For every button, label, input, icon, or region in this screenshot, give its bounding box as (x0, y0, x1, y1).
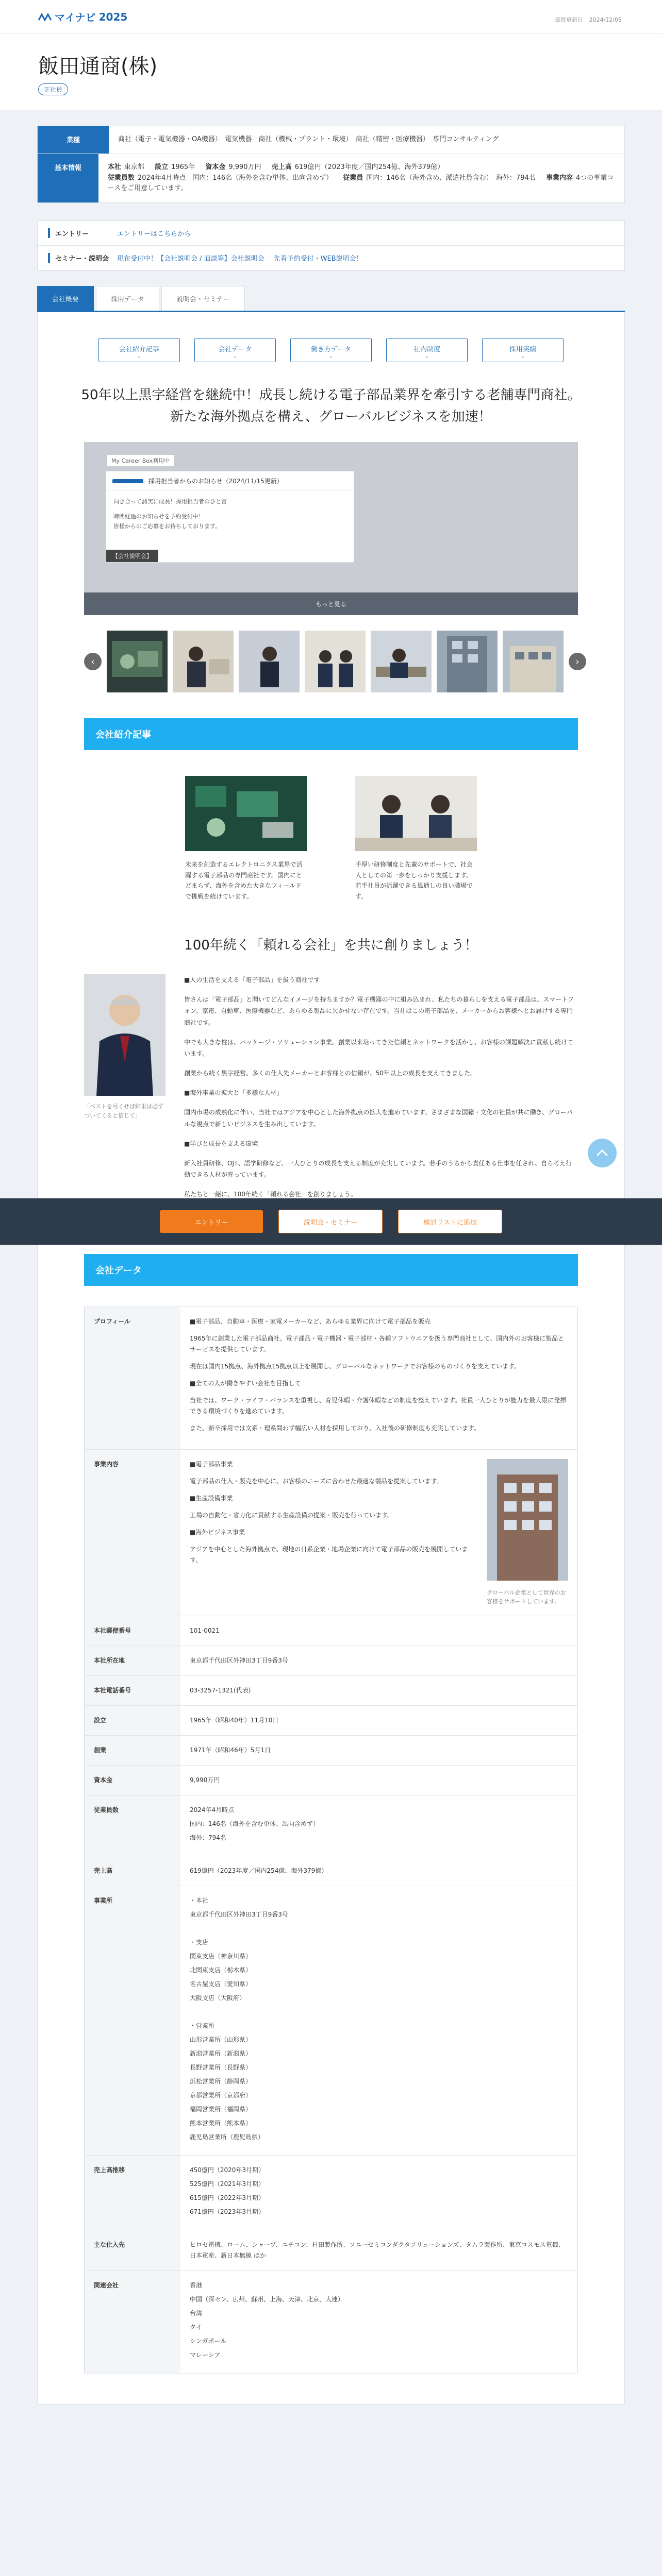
office-line: 東京都千代田区外神田3丁目9番3号 (190, 1910, 288, 1918)
chevron-down-icon: ⌄ (137, 354, 141, 360)
article-image-pcb (185, 776, 307, 851)
last-updated (551, 15, 622, 24)
thumb-photo-7[interactable] (503, 631, 564, 692)
group-line: シンガポール (190, 2337, 227, 2345)
section-title-company-data: 会社データ (84, 1254, 578, 1286)
carousel-prev-icon[interactable]: ‹ (84, 653, 102, 670)
company-data-table (84, 1307, 578, 2374)
trend-line: 525億円（2021年3月期） (190, 2180, 265, 2188)
entry-button[interactable]: エントリー (160, 1210, 263, 1233)
tab-seminar[interactable]: 説明会・セミナー (161, 286, 245, 311)
address-key: 本社所在地 (85, 1646, 181, 1675)
table-row (85, 2270, 578, 2373)
table-row (85, 1675, 578, 1705)
section-subnav (38, 338, 624, 362)
entry-box (37, 221, 625, 270)
business-image-col (487, 1459, 568, 1606)
capital-key: 資本金 (85, 1765, 181, 1795)
seminar-label: セミナー・説明会 (48, 253, 117, 263)
table-row (85, 1795, 578, 1856)
postal-value: 101-0021 (180, 1616, 578, 1646)
profile-p4: ■全ての人が働きやすい会社を目指して (190, 1379, 301, 1387)
office-line: 京都営業所（京都府） (190, 2091, 252, 2099)
office-line: 長野営業所（長野県） (190, 2063, 252, 2071)
message-p4: 創業から続く黒字経営。多くの仕入先メーカーとお客様との信頼が、50年以上の成長を支えてきました。 (184, 1070, 477, 1077)
capital-val: 9,990万円 (228, 163, 261, 171)
entry-label: エントリー (48, 228, 117, 238)
employees-line-1: 2024年4月時点 (190, 1806, 235, 1814)
business-text (190, 1459, 475, 1606)
video-card-line-1: 向き合って誠実に成長！採用担当者のひと言 (113, 498, 227, 505)
table-row (85, 2155, 578, 2230)
profile-p2: 1965年に創業した電子部品商社。電子部品・電子機器・電子部材・各種ソフトウエアを扱う専門商社として、国内外のお客様に製品とサービスを提供しています。 (190, 1334, 565, 1353)
thumb-photo-5[interactable] (371, 631, 432, 692)
table-row (85, 1886, 578, 2155)
president-message (84, 974, 578, 1228)
thumb-photo-3[interactable] (239, 631, 300, 692)
video-card-footer: 【会社説明会】 (106, 550, 158, 562)
message-p1: ■人の生活を支える「電子部品」を扱う商社です (184, 976, 320, 984)
biz-p5: ■海外ビジネス事業 (190, 1528, 245, 1536)
group-line: 台湾 (190, 2309, 203, 2317)
office-line: 大阪支店（大阪府） (190, 1994, 246, 2002)
table-row (85, 1765, 578, 1795)
tab-recruit-data[interactable]: 採用データ (96, 286, 159, 311)
sales-val: 619億円（2023年度／国内254億、海外379億） (294, 163, 444, 171)
office-line: 熊本営業所（熊本県） (190, 2119, 252, 2127)
industry-label: 業種 (38, 126, 109, 154)
business-value (180, 1449, 578, 1616)
article-image-meeting (355, 776, 477, 851)
hq-val: 東京都 (124, 163, 144, 171)
started-key: 創業 (85, 1735, 181, 1765)
emp-key2: 従業員 (343, 174, 363, 182)
video-card-title: 採用担当者からのお知らせ（2024/11/15更新） (148, 478, 283, 485)
industry-row (38, 126, 624, 154)
suppliers-key: 主な仕入先 (85, 2230, 181, 2270)
message-p2: 皆さんは「電子部品」と聞いてどんなイメージを持ちますか？電子機器の中に組み込まれ、私たちの暮らしを支える電子部品は、スマートフォン、家電、自動車、医療機器など、あらゆる製品に欠かせない存在です。当社はこの電子部品を、メーカーからお客様へとお届けする専門商社です。 (184, 996, 574, 1026)
subnav-articles-label: 会社紹介記事 (119, 346, 159, 354)
site-logo[interactable] (38, 9, 127, 24)
office-line (190, 1923, 568, 1934)
table-row (85, 1449, 578, 1616)
profile-p3: 現在は国内15拠点、海外拠点15拠点以上を展開し、グローバルなネットワークでお客様のものづくりを支えています。 (190, 1362, 520, 1370)
subnav-systems-label: 社内制度 (413, 346, 440, 354)
biz-p4: 工場の自動化・省力化に貢献する生産設備の提案・販売を行っています。 (190, 1511, 394, 1519)
biz-p3: ■生産設備事業 (190, 1494, 233, 1502)
offices-key: 事業所 (85, 1886, 181, 2155)
company-summary (37, 126, 625, 203)
est-key: 設立 (155, 163, 169, 171)
article-card-1[interactable] (185, 776, 307, 902)
catch-copy: 50年以上黒字経営を継続中！成長し続ける電子部品業界を牽引する老舗専門商社。新たな海外拠点を構え、グローバルビジネスを加速！ (81, 387, 581, 425)
chevron-down-icon: ⌄ (425, 354, 429, 360)
sales-trend-value (180, 2155, 578, 2230)
article-text-2: 手厚い研修制度と先輩のサポートで、社会人としての第一歩をしっかり支援します。若手社員が活躍できる風通しの良い職場です。 (355, 861, 473, 900)
subnav-work-data[interactable] (290, 338, 372, 362)
address-value: 東京都千代田区外神田3丁目9番3号 (180, 1646, 578, 1675)
sales-value: 619億円（2023年度／国内254億、海外379億） (180, 1856, 578, 1886)
office-line: 関東支店（神奈川県） (190, 1952, 252, 1960)
employment-tag: 正社員 (38, 83, 68, 95)
postal-key: 本社郵便番号 (85, 1616, 181, 1646)
logo-icon (38, 13, 52, 21)
business-image-caption: グローバル企業として世界のお客様をサポートしています。 (487, 1589, 566, 1605)
group-line: 中国（深セン、広州、蘇州、上海、天津、北京、大連） (190, 2295, 344, 2303)
photo-carousel (84, 631, 578, 692)
offices-value (180, 1886, 578, 2155)
message-p5: ■海外事業の拡大と「多様な人材」 (184, 1089, 283, 1097)
tab-bar (37, 286, 625, 312)
group-line: 香港 (190, 2281, 203, 2289)
message-p6: 国内市場の成熟化に伴い、当社ではアジアを中心とした海外拠点の拡大を進めています。さまざまな国籍・文化の社員が共に働き、グローバルな視点で新しいビジネスを生み出しています。 (184, 1109, 573, 1128)
employees-key: 従業員数 (85, 1795, 181, 1856)
chevron-up-icon (595, 1149, 609, 1157)
sales-key: 売上高 (271, 163, 292, 171)
seminar-row (38, 246, 624, 270)
founded-key: 設立 (85, 1705, 181, 1735)
industry-value: 商社（電子・電気機器・OA機器） 電気機器 商社（機械・プラント・環境） 商社（精密・医療機器） 専門コンサルティング (118, 135, 499, 143)
company-logo-icon (112, 479, 143, 483)
office-line: 北関東支店（栃木県） (190, 1966, 252, 1974)
article-text-1: 未来を創造するエレクトロニクス業界で活躍する電子部品の専門商社です。国内にとどまらず、海外を含めた大きなフィールドで挑戦を続けています。 (185, 861, 303, 900)
subnav-systems[interactable] (386, 338, 468, 362)
chevron-down-icon: ⌄ (329, 354, 333, 360)
group-companies-key: 関連会社 (85, 2270, 181, 2373)
article-card-2[interactable] (355, 776, 477, 902)
add-to-list-button[interactable]: 検討リストに追加 (398, 1210, 502, 1233)
article-cards (38, 776, 624, 902)
chevron-down-icon: ⌄ (521, 354, 525, 360)
employees-line-3: 海外：794名 (190, 1834, 226, 1841)
logo-text: マイナビ (55, 11, 96, 24)
message-p3: 中でも大きな柱は、パッケージ・ソリューション事業。創業以来培ってきた信頼とネットワークを活かし、お客様の課題解決に貢献し続けています。 (184, 1038, 573, 1057)
entry-row (38, 221, 624, 246)
office-building-image (487, 1459, 568, 1581)
message-title: 100年続く「頼れる会社」を共に創りましょう！ (184, 937, 478, 953)
site-header (0, 0, 662, 33)
sales-key: 売上高 (85, 1856, 181, 1886)
profile-value (180, 1307, 578, 1449)
video-card-header (106, 471, 354, 491)
office-line: 浜松営業所（静岡県） (190, 2077, 252, 2085)
office-line: ・支店 (190, 1938, 209, 1946)
my-career-box-badge: My Career Box利用中 (107, 454, 174, 467)
founded-value: 1965年（昭和40年）11月10日 (180, 1705, 578, 1735)
message-text (184, 974, 578, 1228)
biz-p6: アジアを中心とした海外拠点で、現地の日系企業・地場企業に向けて電子部品の販売を展開しています。 (190, 1545, 468, 1564)
profile-p1: ■電子部品、自動車・医療・家電メーカーなど、あらゆる業界に向けて電子部品を販売 (190, 1317, 431, 1325)
seminar-link-2[interactable]: 先着予約受付・WEB説明会！ (273, 255, 363, 263)
company-name: 飯田通商(株) (38, 55, 158, 78)
hq-key: 本社 (107, 163, 121, 171)
subnav-work-data-label: 働き方データ (310, 346, 351, 354)
office-line: 山形営業所（山形県） (190, 2036, 252, 2043)
thumb-photo-2[interactable] (173, 631, 234, 692)
office-line: ・営業所 (190, 2022, 215, 2029)
more-link[interactable]: もっと見る (315, 600, 346, 608)
last-updated-date: 2024/12/05 (589, 16, 622, 23)
table-row (85, 1705, 578, 1735)
business-key: 事業内容 (85, 1449, 181, 1616)
message-p9: 私たちと一緒に、100年続く「頼れる会社」を創りましょう。 (184, 1191, 357, 1198)
profile-p5: 当社では、ワーク・ライフ・バランスを重視し、育児休暇・介護休暇などの制度を整えています。社員一人ひとりが能力を最大限に発揮できる環境づくりを進めています。 (190, 1396, 566, 1415)
subnav-articles[interactable] (98, 338, 180, 362)
entry-link[interactable]: エントリーはこちらから (117, 230, 191, 239)
thumb-photo-1[interactable] (107, 631, 168, 692)
capital-value: 9,990万円 (180, 1765, 578, 1795)
employees-value (180, 1795, 578, 1856)
emp-key: 従業員数 (107, 174, 135, 182)
capital-key: 資本金 (205, 163, 226, 171)
table-row (85, 1646, 578, 1675)
started-value: 1971年（昭和46年）5月1日 (180, 1735, 578, 1765)
seminar-button[interactable]: 説明会・セミナー (278, 1210, 383, 1233)
group-line: マレーシア (190, 2351, 221, 2359)
subnav-hiring-record[interactable] (482, 338, 564, 362)
emp-val2: 国内：146名（海外含め、派遣社員含む） 海外：794名 (366, 174, 536, 182)
office-line: 新潟営業所（新潟県） (190, 2049, 252, 2057)
sales-trend-key: 売上高推移 (85, 2155, 181, 2230)
president-photo (84, 974, 166, 1096)
office-line: 福岡営業所（福岡県） (190, 2105, 252, 2113)
group-line: タイ (190, 2323, 202, 2331)
biz-p2: 電子部品の仕入・販売を中心に、お客様のニーズに合わせた最適な製品を提案しています。 (190, 1477, 443, 1485)
message-p8: 新入社員研修、OJT、語学研修など、一人ひとりの成長を支える制度が充実しています。若手のうちから責任ある仕事を任され、自ら考え行動できる人材が育っています。 (184, 1160, 572, 1179)
section-title-articles: 会社紹介記事 (84, 718, 578, 750)
office-line: 名古屋支店（愛知県） (190, 1980, 252, 1988)
basic-info-row (38, 154, 624, 202)
thumb-photo-4[interactable] (305, 631, 366, 692)
carousel-next-icon[interactable]: › (569, 653, 586, 670)
seminar-link-1[interactable]: 現在受付中！【会社説明会 / 面談等】会社説明会 (117, 255, 264, 263)
office-line: 鹿児島営業所（鹿児島県） (190, 2133, 264, 2141)
basic-info-value (98, 154, 624, 202)
tab-overview[interactable]: 会社概要 (37, 286, 94, 311)
business-content (190, 1459, 568, 1606)
company-header (0, 33, 662, 110)
table-row (85, 1856, 578, 1886)
president-photo-caption: 「ベストを尽くせば結果は必ずついてくると信じて」 (84, 1103, 163, 1119)
trend-line: 450億円（2020年3月期） (190, 2166, 265, 2174)
subnav-hiring-record-label: 採用実績 (509, 346, 536, 354)
office-line (190, 2007, 568, 2018)
video-box[interactable] (84, 442, 578, 615)
subnav-company-data[interactable] (194, 338, 276, 362)
profile-p6: また、新卒採用では文系・理系問わず幅広い人材を採用しており、入社後の研修制度も充実しています。 (190, 1424, 481, 1432)
suppliers-value: ヒロセ電機、ローム、シャープ、ニチコン、村田製作所、ソニーセミコンダクタソリューションズ、タムラ製作所、東京コスモス電機、日本電産、新日本無線 ほか (180, 2230, 578, 2270)
video-more-bar[interactable] (84, 592, 578, 615)
biz-key: 事業内容 (546, 174, 573, 182)
logo-year: 2025 (98, 10, 128, 23)
table-row (85, 1735, 578, 1765)
office-line: ・本社 (190, 1896, 209, 1904)
biz-val: 4つの事業コースをご用意しています。 (107, 174, 614, 193)
table-row (85, 1307, 578, 1449)
thumb-photo-6[interactable] (437, 631, 498, 692)
last-updated-label: 最終更新日 (555, 16, 584, 23)
trend-line: 671億円（2023年3月期） (190, 2208, 265, 2215)
est-val: 1965年 (171, 163, 195, 171)
table-row (85, 1616, 578, 1646)
main-content (37, 312, 625, 2405)
video-card-line-3: 皆様からのご応募をお待ちしております。 (113, 522, 221, 530)
video-card-body (106, 491, 354, 537)
group-companies-value (180, 2270, 578, 2373)
chevron-down-icon: ⌄ (233, 354, 237, 360)
table-row (85, 2230, 578, 2270)
biz-p1: ■電子部品事業 (190, 1460, 233, 1468)
subnav-company-data-label: 会社データ (218, 346, 252, 354)
video-card-line-2: 時間経過のお知らせを予約受付中！ (113, 513, 204, 520)
tel-key: 本社電話番号 (85, 1675, 181, 1705)
emp-val: 2024年4月時点 国内：146名（海外を含む単体、出向含めず） (137, 174, 333, 182)
page-top-button[interactable] (588, 1139, 617, 1167)
tel-value: 03-3257-1321(代表) (180, 1675, 578, 1705)
floating-action-bar (0, 1198, 662, 1245)
video-card (106, 471, 354, 563)
profile-key: プロフィール (85, 1307, 181, 1449)
employees-line-2: 国内：146名（海外を含む単体、出向含めず） (190, 1820, 319, 1827)
message-p7: ■学びと成長を支える環境 (184, 1140, 258, 1147)
president-photo-col (84, 974, 166, 1228)
trend-line: 615億円（2022年3月期） (190, 2194, 265, 2201)
basic-info-label: 基本情報 (38, 154, 98, 202)
